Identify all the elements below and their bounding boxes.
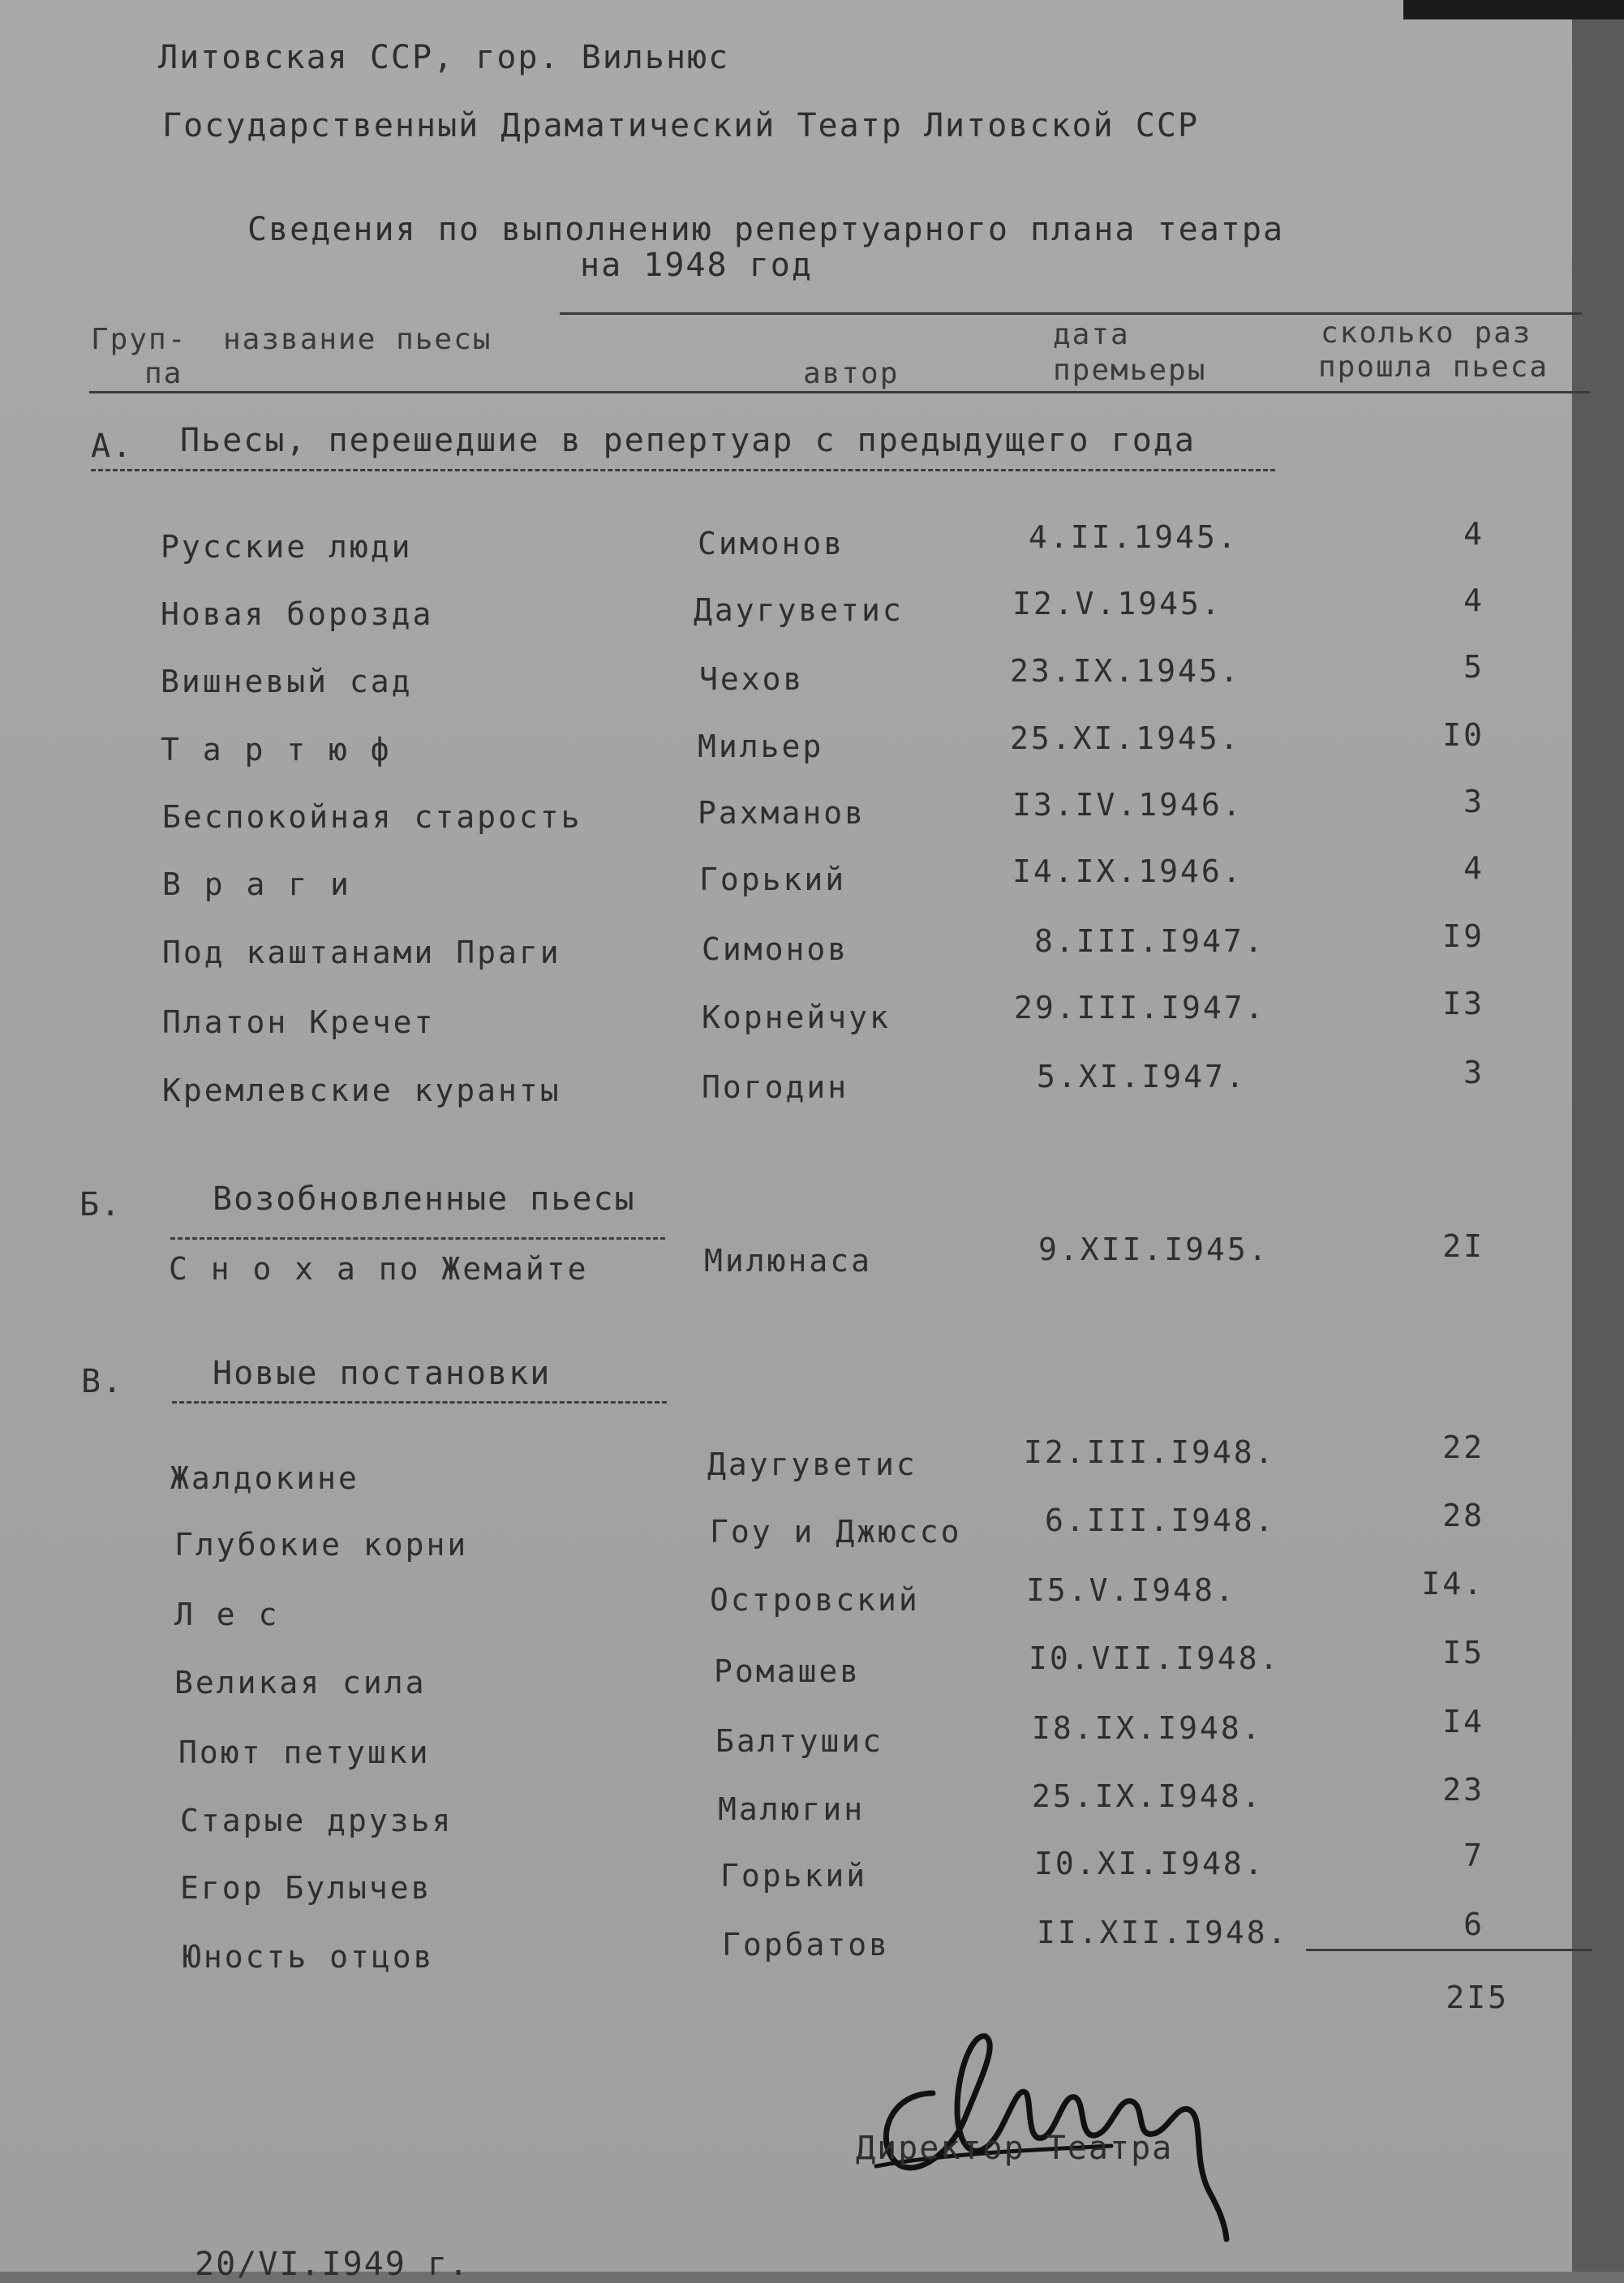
play-name: Старые друзья bbox=[180, 1803, 453, 1838]
performance-count: I4 bbox=[1442, 1704, 1484, 1739]
premiere-date: 4.II.1945. bbox=[1029, 519, 1239, 555]
total-count: 2I5 bbox=[1446, 1980, 1509, 2015]
play-name: Глубокие корни bbox=[174, 1527, 469, 1563]
play-author: Горький bbox=[720, 1858, 868, 1894]
section-b-letter: Б. bbox=[79, 1186, 122, 1223]
performance-count: 4 bbox=[1463, 850, 1484, 886]
section-b-underline bbox=[170, 1237, 665, 1240]
play-author: Балтушис bbox=[715, 1723, 884, 1759]
performance-count: 22 bbox=[1442, 1430, 1484, 1465]
play-author: Горький bbox=[699, 862, 847, 897]
col-count-b: прошла пьеса bbox=[1318, 350, 1549, 384]
document-title: Сведения по выполнению репертуарного плана театра bbox=[247, 211, 1285, 248]
performance-count: 3 bbox=[1463, 784, 1484, 819]
document-subtitle: на 1948 год bbox=[580, 247, 813, 284]
premiere-date: I0.XI.I948. bbox=[1034, 1846, 1265, 1881]
performance-count: 23 bbox=[1442, 1772, 1484, 1808]
premiere-date: 9.XII.I945. bbox=[1038, 1232, 1270, 1267]
play-author: Островский bbox=[710, 1582, 920, 1618]
col-date-a: дата bbox=[1053, 318, 1130, 351]
performance-count: 4 bbox=[1463, 583, 1484, 618]
performance-count: 2I bbox=[1442, 1228, 1484, 1264]
performance-count: I0 bbox=[1442, 717, 1484, 753]
premiere-date: I5.V.I948. bbox=[1026, 1572, 1236, 1608]
col-author: автор bbox=[803, 357, 900, 390]
play-author: Гоу и Джюссо bbox=[710, 1514, 962, 1550]
col-group-b: па bbox=[144, 357, 183, 390]
performance-count: 3 bbox=[1463, 1055, 1484, 1090]
play-author: Корнейчук bbox=[702, 1000, 891, 1035]
play-author: Мильер bbox=[698, 729, 824, 764]
play-name: С н о х а по Жемайте bbox=[169, 1251, 589, 1287]
section-v-letter: В. bbox=[81, 1363, 124, 1400]
premiere-date: I8.IX.I948. bbox=[1032, 1710, 1263, 1746]
play-name: Под каштанами Праги bbox=[162, 935, 561, 970]
premiere-date: II.XII.I948. bbox=[1037, 1915, 1289, 1950]
header-bottom-rule bbox=[89, 391, 1590, 393]
play-name: Жалдокине bbox=[170, 1460, 359, 1496]
section-a-underline bbox=[91, 469, 1275, 471]
premiere-date: I2.III.I948. bbox=[1024, 1434, 1276, 1470]
header-line-2: Государственный Драматический Театр Литовской ССР bbox=[162, 107, 1200, 144]
col-count-a: сколько раз bbox=[1321, 316, 1532, 350]
director-signature bbox=[844, 1996, 1298, 2255]
play-author: Чехов bbox=[699, 661, 805, 697]
play-name: Т а р т ю ф bbox=[161, 732, 392, 767]
performance-count: I9 bbox=[1442, 918, 1484, 954]
play-name: Беспокойная старость bbox=[162, 799, 582, 835]
performance-count: 28 bbox=[1442, 1498, 1484, 1533]
play-author: Даугуветис bbox=[707, 1447, 917, 1482]
play-name: Русские люди bbox=[161, 529, 413, 565]
premiere-date: 8.III.I947. bbox=[1034, 923, 1265, 959]
play-name: Юность отцов bbox=[183, 1939, 435, 1975]
performance-count: I3 bbox=[1442, 986, 1484, 1021]
play-author: Горбатов bbox=[722, 1927, 891, 1963]
total-rule bbox=[1306, 1949, 1592, 1951]
play-name: Егор Булычев bbox=[180, 1870, 432, 1906]
performance-count: 4 bbox=[1463, 516, 1484, 552]
play-name: Кремлевские куранты bbox=[162, 1073, 561, 1108]
header-top-rule bbox=[560, 312, 1582, 315]
premiere-date: 5.XI.I947. bbox=[1037, 1059, 1247, 1094]
play-author: Даугуветис bbox=[694, 592, 904, 628]
play-author: Симонов bbox=[698, 526, 845, 561]
premiere-date: I0.VII.I948. bbox=[1029, 1640, 1281, 1676]
premiere-date: 6.III.I948. bbox=[1045, 1503, 1276, 1538]
document-date: 20/VI.I949 г. bbox=[195, 2246, 470, 2283]
col-date-b: премьеры bbox=[1053, 354, 1207, 387]
performance-count: I4. bbox=[1421, 1566, 1484, 1602]
play-name: Вишневый сад bbox=[161, 664, 413, 699]
premiere-date: I4.IX.1946. bbox=[1012, 853, 1244, 889]
play-name: Л е с bbox=[174, 1597, 280, 1632]
play-author: Ромашев bbox=[714, 1653, 861, 1689]
header-line-1: Литовская ССР, гор. Вильнюс bbox=[158, 39, 730, 76]
premiere-date: 29.III.I947. bbox=[1014, 990, 1266, 1025]
director-title: Директор Театра bbox=[856, 2130, 1174, 2167]
performance-count: 5 bbox=[1463, 649, 1484, 685]
play-name: Платон Кречет bbox=[162, 1004, 436, 1040]
col-name: название пьесы bbox=[223, 323, 492, 356]
premiere-date: I2.V.1945. bbox=[1012, 586, 1222, 621]
play-author: Погодин bbox=[702, 1069, 849, 1105]
premiere-date: 23.IX.1945. bbox=[1010, 653, 1241, 689]
performance-count: 6 bbox=[1463, 1907, 1484, 1942]
col-group-a: Груп- bbox=[91, 323, 187, 356]
performance-count: 7 bbox=[1463, 1838, 1484, 1873]
scan-edge bbox=[1572, 0, 1624, 2272]
play-name: Великая сила bbox=[174, 1665, 427, 1700]
section-v-underline bbox=[172, 1401, 667, 1404]
performance-count: I5 bbox=[1442, 1635, 1484, 1670]
section-v-title: Новые постановки bbox=[213, 1355, 552, 1392]
play-name: Новая борозда bbox=[161, 596, 434, 632]
play-author: Милюнаса bbox=[704, 1243, 873, 1279]
play-name: В р а г и bbox=[162, 866, 351, 902]
play-author: Малюгин bbox=[718, 1791, 866, 1827]
premiere-date: 25.IX.I948. bbox=[1032, 1778, 1263, 1814]
play-author: Симонов bbox=[702, 931, 849, 967]
premiere-date: I3.IV.1946. bbox=[1012, 787, 1244, 823]
section-a-title: Пьесы, перешедшие в репертуар с предыдущего года bbox=[180, 422, 1196, 459]
premiere-date: 25.XI.1945. bbox=[1010, 720, 1241, 756]
scan-corner bbox=[1403, 0, 1624, 19]
play-name: Поют петушки bbox=[178, 1735, 431, 1770]
section-a-letter: А. bbox=[91, 428, 134, 465]
section-b-title: Возобновленные пьесы bbox=[213, 1180, 636, 1218]
play-author: Рахманов bbox=[698, 795, 866, 831]
